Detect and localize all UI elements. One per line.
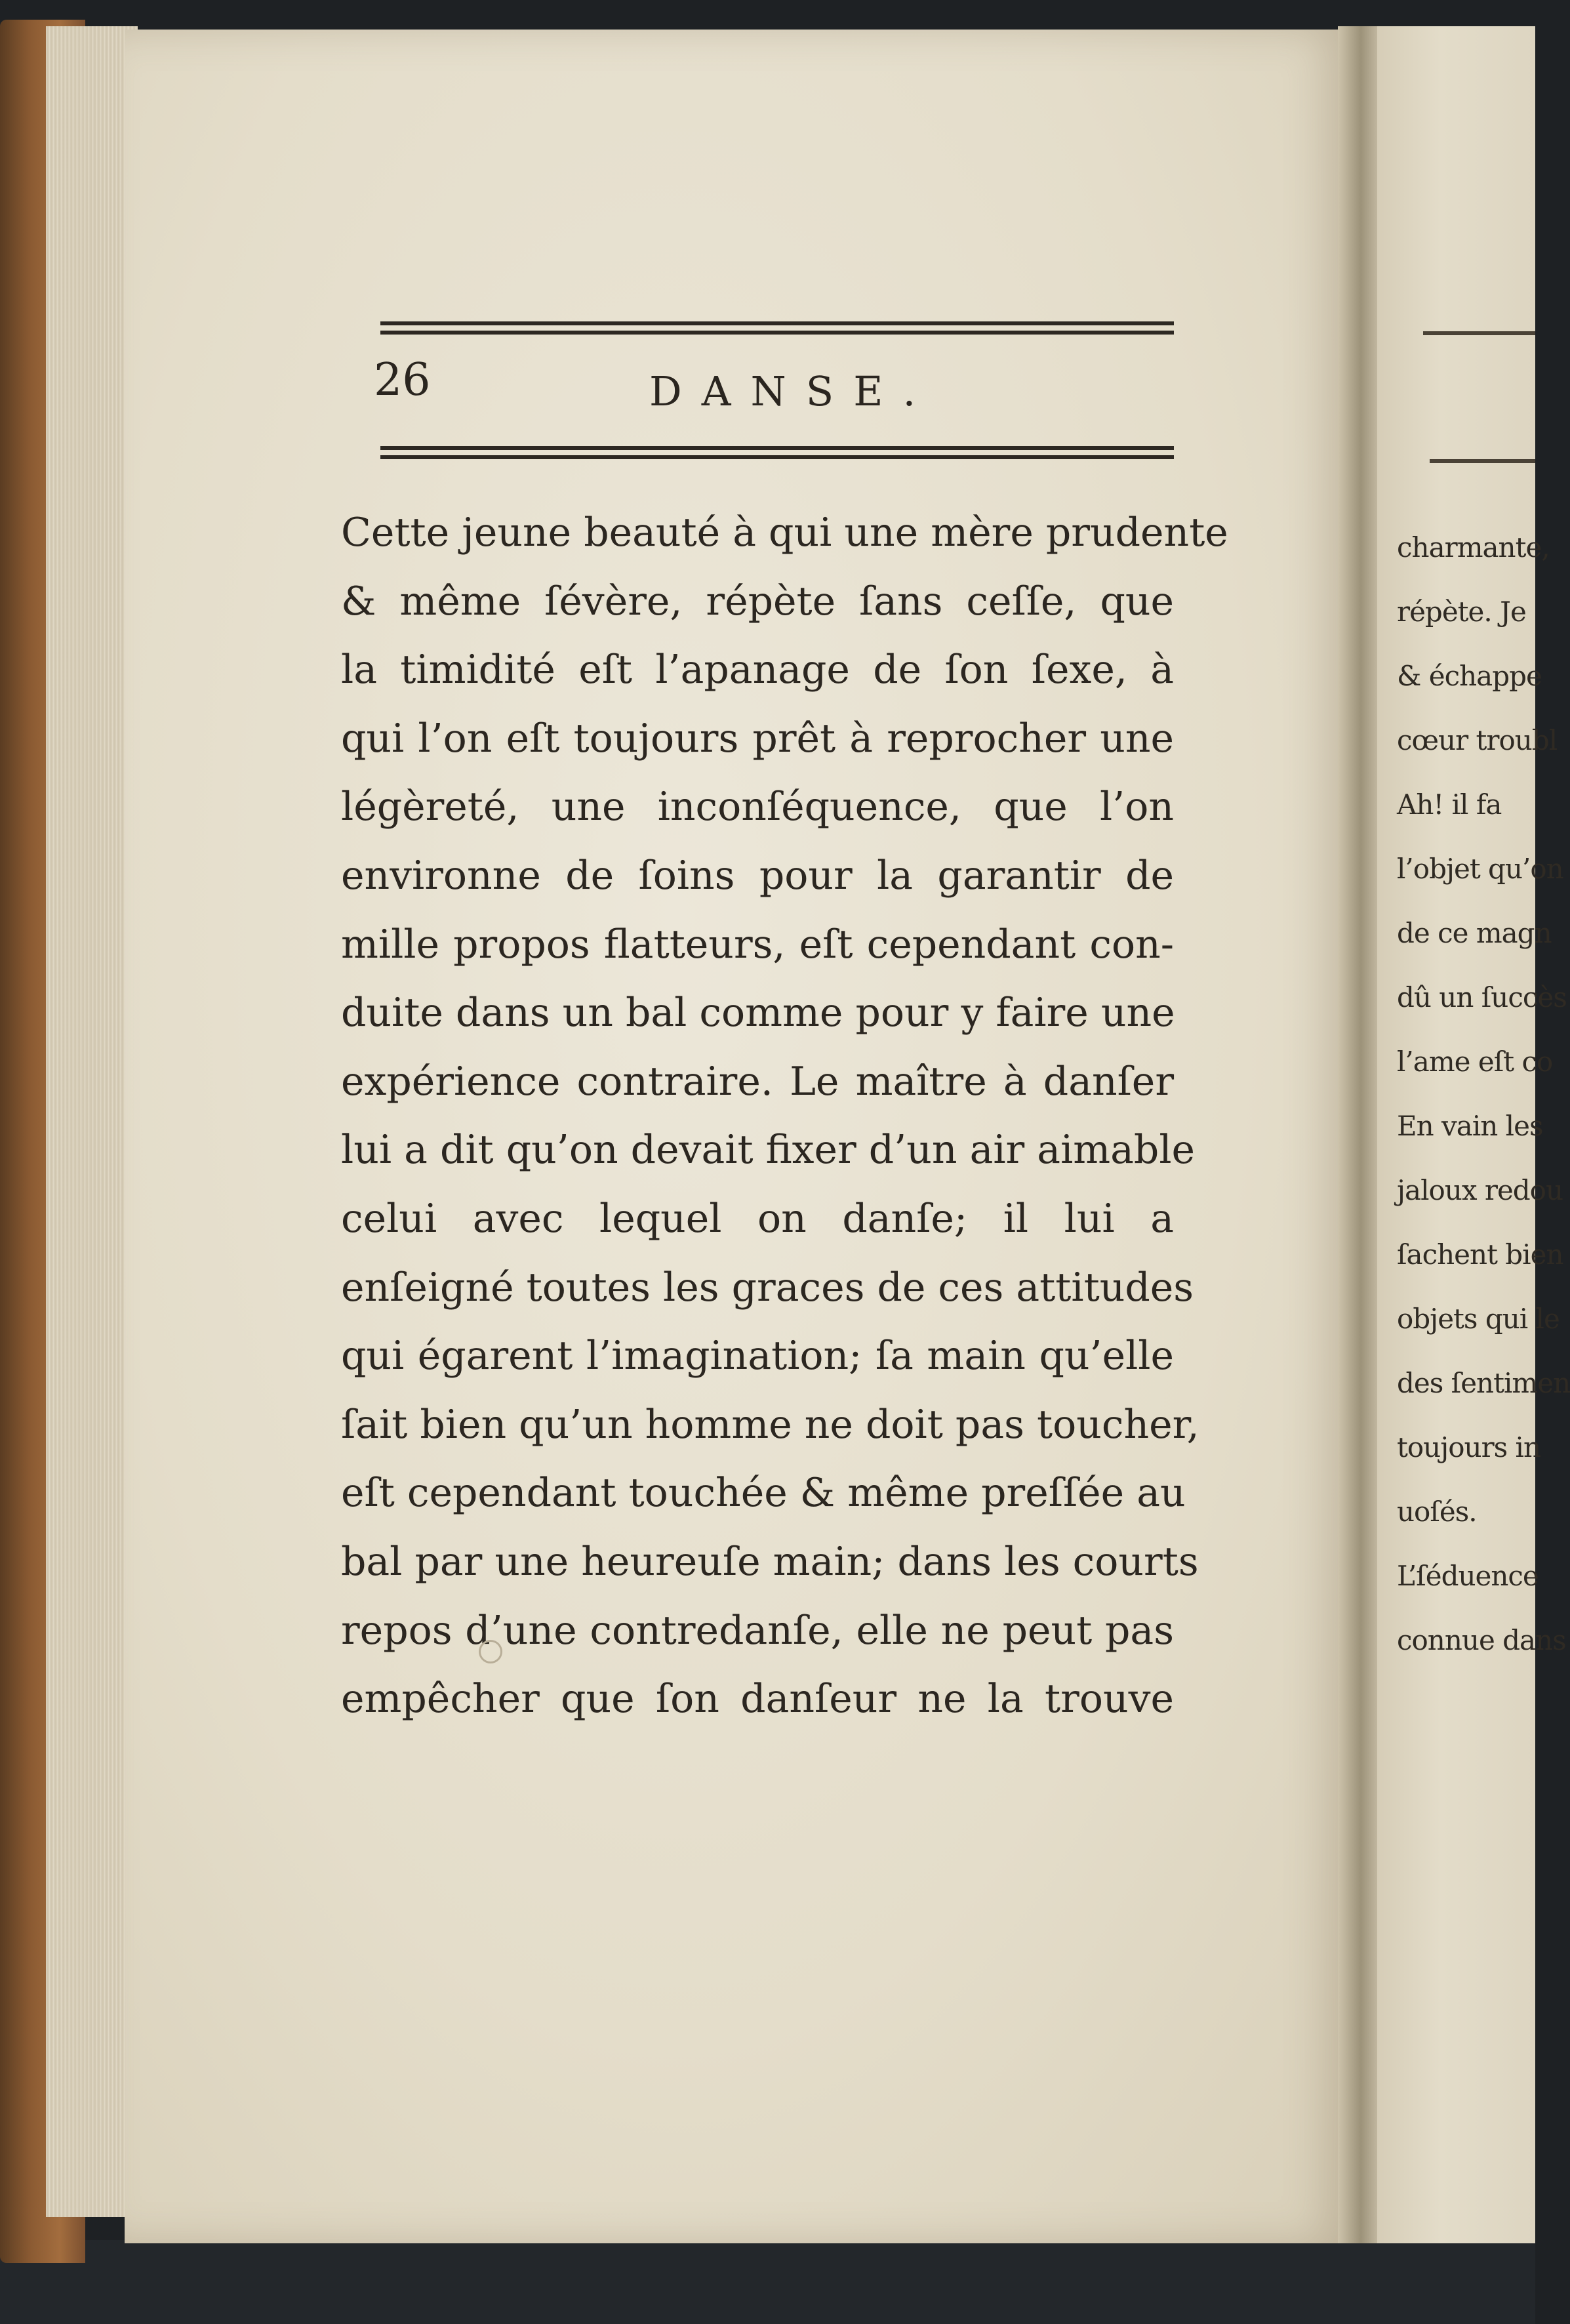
facing-text-line: charmante,: [1397, 531, 1550, 563]
text-line: légèreté, une inconſéquence, que l’on: [341, 784, 1174, 830]
header-rule-top: [380, 331, 1174, 335]
text-line: enſeigné toutes les graces de ces attitudes: [341, 1264, 1194, 1311]
facing-text-line: Ah! il fa: [1397, 788, 1502, 821]
background-bottom: [0, 2240, 1535, 2324]
text-line: empêcher que ſon danſeur ne la trouve: [341, 1676, 1174, 1723]
page-number: 26: [374, 354, 431, 406]
facing-text-line: En vain les: [1397, 1110, 1543, 1142]
text-line: eſt cependant touchée & même preſſée au: [341, 1470, 1186, 1517]
page-edges: [46, 26, 138, 2217]
text-line: qui l’on eſt toujours prêt à reprocher une: [341, 715, 1174, 762]
text-line: ſait bien qu’un homme ne doit pas toucher,: [341, 1401, 1199, 1448]
facing-text-line: cœur troubl: [1397, 724, 1558, 756]
text-line: Cette jeune beauté à qui une mère prudente: [341, 510, 1228, 556]
text-line: repos d’une contredanſe, elle ne peut pas: [341, 1607, 1174, 1654]
facing-text-line: dû un ſuccès: [1397, 981, 1567, 1013]
header-rule-top: [380, 321, 1174, 325]
facing-header-rule: [1430, 459, 1535, 463]
facing-text-line: toujours in: [1397, 1431, 1541, 1463]
text-line: lui a dit qu’on devait fixer d’un air aimable: [341, 1127, 1196, 1173]
header-rule-bottom: [380, 455, 1174, 459]
text-line: expérience contraire. Le maître à danſer: [341, 1058, 1174, 1105]
facing-text-line: L’ſéduence: [1397, 1560, 1539, 1592]
text-line: la timidité eſt l’apanage de ſon ſexe, à: [341, 647, 1174, 693]
text-line: qui égarent l’imagination; ſa main qu’elle: [341, 1333, 1174, 1379]
header-rule-bottom: [380, 446, 1174, 450]
text-line: environne de ſoins pour la garantir de: [341, 852, 1174, 899]
text-line: celui avec lequel on danſe; il lui a: [341, 1195, 1174, 1242]
paper-blemish: [479, 1640, 502, 1663]
facing-text-line: connue dans: [1397, 1624, 1566, 1656]
facing-text-line: l’objet qu’on: [1397, 853, 1563, 885]
facing-text-line: ſachent bien: [1397, 1238, 1563, 1271]
facing-text-line: répète. Je: [1397, 596, 1526, 628]
facing-text-line: & échappe: [1397, 660, 1542, 692]
text-line: & même ſévère, répète ſans ceſſe, que: [341, 578, 1174, 624]
facing-text-line: uoſés.: [1397, 1496, 1477, 1528]
facing-text-line: objets qui le: [1397, 1303, 1560, 1335]
text-line: bal par une heureuſe main; dans les courts: [341, 1538, 1199, 1585]
facing-text-line: jaloux redou: [1397, 1174, 1563, 1206]
body-text: [341, 499, 1228, 1734]
facing-text-line: de ce magn: [1397, 917, 1552, 949]
running-head: DANSE.: [649, 367, 936, 415]
text-line: mille propos flatteurs, eſt cependant con-: [341, 921, 1174, 968]
facing-header-rule: [1423, 331, 1535, 335]
text-line: duite dans un bal comme pour y faire une: [341, 990, 1175, 1036]
facing-page: [1377, 26, 1570, 2243]
facing-text-line: l’ame eſt co: [1397, 1046, 1553, 1078]
facing-text-line: des ſentimen: [1397, 1367, 1570, 1399]
